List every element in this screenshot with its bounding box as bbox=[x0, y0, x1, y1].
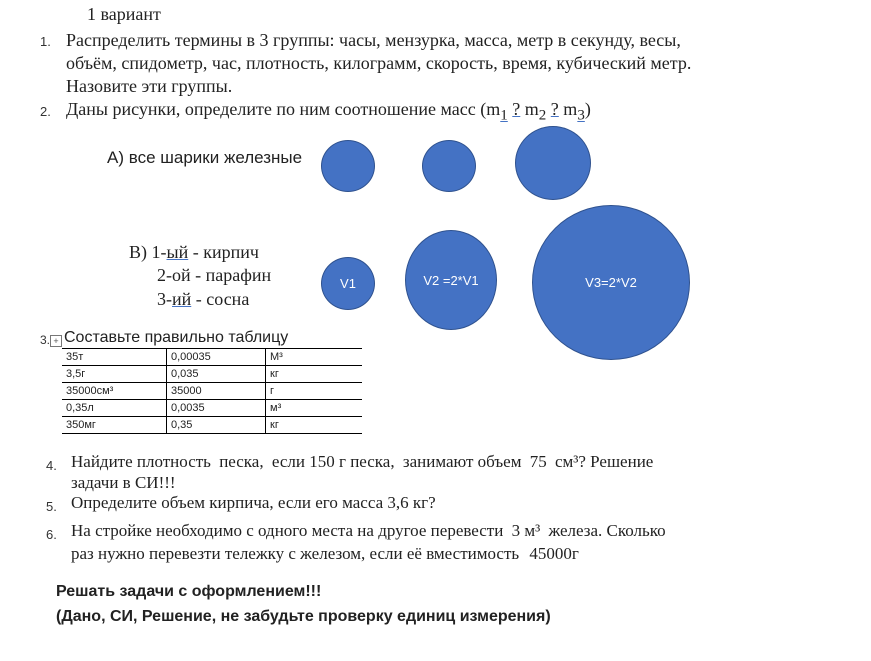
q4-text-f: 75 bbox=[529, 452, 547, 471]
q6-text-d: раз нужно перевезти тележку с железом, если её вместимость bbox=[71, 544, 520, 563]
table-cell: 35т bbox=[62, 349, 167, 366]
table-cell: 0,35л bbox=[62, 400, 167, 417]
q6-text-b: 3 м³ bbox=[511, 521, 541, 540]
part-b-line3 bbox=[157, 289, 249, 310]
m3-sub: 3 bbox=[577, 107, 585, 124]
q2-number: 2. bbox=[40, 104, 51, 119]
table-cell: М³ bbox=[266, 349, 363, 366]
part-b-1-rest: - кирпич bbox=[188, 242, 259, 262]
footer-line1: Решать задачи с оформлением!!! bbox=[56, 583, 322, 600]
variant-title: 1 вариант bbox=[87, 4, 161, 24]
q6-number: 6. bbox=[46, 527, 57, 542]
table-cell: 0,00035 bbox=[167, 349, 266, 366]
q2-text: Даны рисунки, определите по ним соотношение масс (m bbox=[66, 99, 501, 119]
table-row bbox=[62, 366, 362, 383]
q3-number: 3. bbox=[40, 333, 51, 347]
ball-a2 bbox=[422, 140, 476, 192]
units-table bbox=[62, 348, 362, 434]
q1-line2: объём, спидометр, час, плотность, килограмм, скорость, время, кубический метр. bbox=[66, 53, 692, 73]
part-b-3-underline: ий bbox=[172, 289, 192, 309]
q-mark-1: ? bbox=[512, 99, 521, 119]
q-mark-2: ? bbox=[550, 99, 559, 119]
table-cell: 0,035 bbox=[167, 366, 266, 383]
ball-a3 bbox=[515, 126, 591, 200]
table-cell: 0,35 bbox=[167, 417, 266, 434]
table-move-handle-icon[interactable]: + bbox=[50, 335, 62, 347]
footer-line2: (Дано, СИ, Решение, не забудьте проверку единиц измерения) bbox=[56, 608, 551, 625]
q4-number: 4. bbox=[46, 458, 57, 473]
q1-number: 1. bbox=[40, 34, 51, 49]
part-b-1-underline: ый bbox=[166, 242, 189, 262]
q5-number: 5. bbox=[46, 499, 57, 514]
m3: m bbox=[563, 99, 578, 119]
table-cell: кг bbox=[266, 417, 363, 434]
q4-text-e: занимают объем bbox=[402, 452, 522, 471]
q5-text: Определите объем кирпича, если его масса 3,6 кг? bbox=[71, 493, 436, 512]
q4-line2: задачи в СИ!!! bbox=[71, 473, 176, 492]
q4-line1 bbox=[71, 452, 653, 472]
table-cell: 3,5г bbox=[62, 366, 167, 383]
ball-b2: V2 =2*V1 bbox=[405, 230, 497, 330]
q4-text-a: Найдите плотность bbox=[71, 452, 211, 471]
q1-line1: Распределить термины в 3 группы: часы, мензурка, масса, метр в секунду, весы, bbox=[66, 30, 681, 50]
q4-text-b: песка, bbox=[219, 452, 264, 471]
ball-b1: V1 bbox=[321, 257, 375, 310]
q4-text-g: см³? Решение bbox=[554, 452, 654, 471]
part-b-3-rest: - сосна bbox=[191, 289, 250, 309]
part-b-line2: 2-ой - парафин bbox=[157, 265, 272, 285]
q6-line2 bbox=[71, 544, 579, 564]
q2-question bbox=[66, 99, 591, 125]
m1-sub: 1 bbox=[500, 107, 508, 124]
q1-line3: Назовите эти группы. bbox=[66, 76, 233, 96]
table-cell: 35000см³ bbox=[62, 383, 167, 400]
part-b-line1 bbox=[129, 242, 259, 263]
table-cell: 0,0035 bbox=[167, 400, 266, 417]
q6-text-c: железа. Сколько bbox=[548, 521, 666, 540]
table-row bbox=[62, 383, 362, 400]
table-cell: м³ bbox=[266, 400, 363, 417]
q3-title: Составьте правильно таблицу bbox=[64, 329, 289, 346]
q4-text-d: песка, bbox=[350, 452, 395, 471]
table-row bbox=[62, 349, 362, 366]
table-row bbox=[62, 400, 362, 417]
m2-sub: 2 bbox=[538, 107, 547, 124]
table-row bbox=[62, 417, 362, 434]
table-cell: 350мг bbox=[62, 417, 167, 434]
part-b-1-prefix: В) 1- bbox=[129, 242, 167, 262]
table-cell: г bbox=[266, 383, 363, 400]
q4-text-c: если 150 г bbox=[271, 452, 346, 471]
table-cell: кг bbox=[266, 366, 363, 383]
table-cell: 35000 bbox=[167, 383, 266, 400]
ball-b3: V3=2*V2 bbox=[532, 205, 690, 360]
part-a-label: А) все шарики железные bbox=[107, 148, 303, 167]
q6-line1 bbox=[71, 521, 666, 541]
q6-text-a: На стройке необходимо с одного места на другое перевести bbox=[71, 521, 504, 540]
m2: m bbox=[524, 99, 539, 119]
q2-close-paren: ) bbox=[584, 99, 591, 119]
q6-text-e: 45000г bbox=[529, 544, 579, 563]
part-b-3-prefix: 3- bbox=[157, 289, 172, 309]
ball-a1 bbox=[321, 140, 375, 192]
